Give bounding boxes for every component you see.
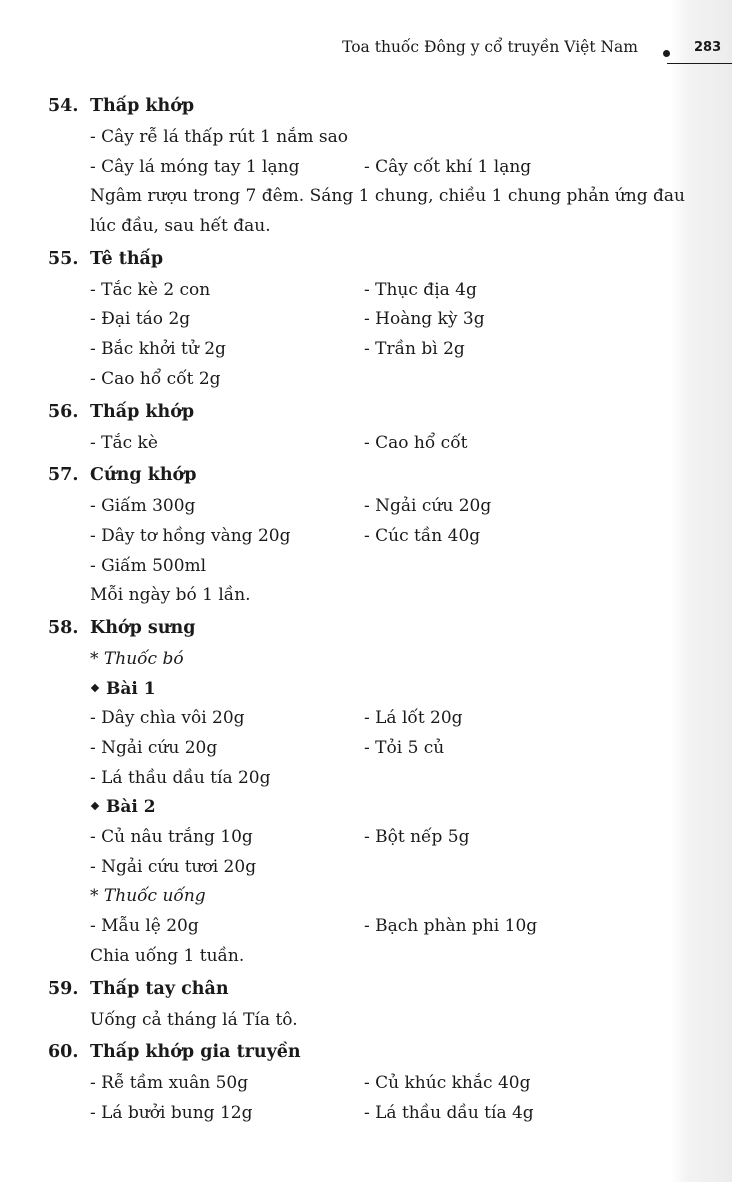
ingredient: - Lá thầu dầu tía 4g: [364, 1102, 534, 1123]
section-60: [0, 1037, 732, 1128]
section-title: Thấp khớp: [90, 96, 195, 116]
ingredient-row: [0, 764, 732, 794]
ingredient-row: [0, 123, 732, 153]
page-number: 283: [694, 40, 722, 55]
ingredient: - Bột nếp 5g: [364, 827, 470, 848]
section-title: Thấp tay chân: [90, 978, 229, 999]
ingredient-row: [0, 853, 732, 883]
section-number: 58.: [48, 617, 79, 638]
ingredient-row: [0, 1069, 732, 1099]
ingredient: - Tắc kè 2 con: [90, 279, 211, 300]
ingredient: - Đại táo 2g: [90, 309, 191, 330]
ingredient: - Bạch phàn phi 10g: [364, 916, 538, 937]
ingredient: - Dây tơ hồng vàng 20g: [90, 525, 291, 546]
ingredient: - Bắc khởi tử 2g: [90, 339, 226, 360]
section-number: 59.: [48, 978, 79, 999]
section-59: [0, 974, 732, 1036]
instruction-note: Mỗi ngày bó 1 lần.: [90, 585, 251, 606]
ingredient: - Rễ tầm xuân 50g: [90, 1073, 249, 1094]
header-bullet-icon: [663, 50, 670, 57]
sub-label-row: [0, 645, 732, 675]
instruction-note: Chia uống 1 tuần.: [90, 945, 245, 966]
instruction-note: Uống cả tháng lá Tía tô.: [90, 1009, 298, 1030]
section-title: Thấp khớp gia truyền: [90, 1042, 301, 1063]
ingredient: - Dây chìa vôi 20g: [90, 708, 245, 729]
sub-heading-row: [0, 675, 732, 705]
section-heading: [0, 91, 732, 123]
section-58: [0, 613, 732, 972]
section-number: 55.: [48, 248, 79, 269]
recipe-heading-text: Bài 2: [106, 797, 156, 818]
running-header: [0, 38, 732, 68]
recipe-heading-text: Bài 1: [106, 678, 156, 699]
ingredient: - Lá lốt 20g: [364, 708, 463, 729]
ingredient: - Củ khúc khắc 40g: [364, 1073, 531, 1094]
ingredient: - Hoàng kỳ 3g: [364, 309, 485, 330]
ingredient-row: [0, 305, 732, 335]
section-heading: [0, 460, 732, 492]
ingredient: - Ngải cứu 20g: [364, 496, 492, 517]
section-title: Tê thấp: [90, 248, 164, 269]
ingredient: - Cây cốt khí 1 lạng: [364, 156, 532, 177]
ingredient-row: [0, 823, 732, 853]
section-number: 56.: [48, 401, 79, 422]
ingredient: - Lá bưởi bung 12g: [90, 1102, 253, 1123]
ingredient-row: [0, 492, 732, 522]
ingredient: - Củ nâu trắng 10g: [90, 827, 253, 848]
section-number: 60.: [48, 1042, 79, 1063]
internal-remedy-label: * Thuốc uống: [90, 886, 206, 907]
section-heading: [0, 244, 732, 276]
section-title: Khớp sưng: [90, 617, 196, 638]
ingredient: - Cây lá móng tay 1 lạng: [90, 156, 300, 177]
diamond-bullet-icon: [91, 802, 99, 810]
ingredient-row: [0, 1099, 732, 1129]
section-title: Thấp khớp: [90, 401, 195, 422]
ingredient: - Lá thầu dầu tía 20g: [90, 767, 271, 788]
ingredient: - Tắc kè: [90, 432, 158, 453]
section-heading: [0, 1037, 732, 1069]
section-number: 54.: [48, 96, 79, 116]
ingredient: - Cao hổ cốt 2g: [90, 368, 221, 389]
ingredient: - Ngải cứu 20g: [90, 738, 218, 759]
ingredient: - Thục địa 4g: [364, 279, 477, 300]
ingredient-row: [0, 365, 732, 395]
section-heading: [0, 397, 732, 429]
sub-heading-row: [0, 793, 732, 823]
section-heading: [0, 613, 732, 645]
section-number: 57.: [48, 465, 79, 486]
ingredient: - Tỏi 5 củ: [364, 738, 445, 759]
ingredient-row: [0, 153, 732, 183]
ingredient-row: [0, 734, 732, 764]
ingredient: - Cây rễ lá thấp rút 1 nắm sao: [90, 127, 348, 147]
ingredient-row: [0, 429, 732, 459]
diamond-bullet-icon: [91, 683, 99, 691]
section-57: [0, 460, 732, 611]
page-content: [0, 91, 732, 1131]
ingredient: - Giấm 500ml: [90, 555, 207, 576]
ingredient-row: [0, 552, 732, 582]
section-55: [0, 244, 732, 395]
ingredient: - Ngải cứu tươi 20g: [90, 856, 257, 877]
ingredient: - Trần bì 2g: [364, 339, 465, 360]
ingredient-row: [0, 276, 732, 306]
ingredient: - Mẫu lệ 20g: [90, 916, 199, 937]
header-title: Toa thuốc Đông y cổ truyền Việt Nam: [342, 38, 638, 56]
section-title: Cứng khớp: [90, 465, 197, 486]
ingredient-row: [0, 912, 732, 942]
section-56: [0, 397, 732, 459]
recipe-heading: [90, 793, 156, 823]
ingredient: - Cúc tần 40g: [364, 525, 481, 546]
sub-label-row: [0, 882, 732, 912]
ingredient-row: [0, 335, 732, 365]
ingredient-row: [0, 522, 732, 552]
external-remedy-label: * Thuốc bó: [90, 648, 184, 669]
header-rule: [667, 63, 732, 64]
ingredient: - Cao hổ cốt: [364, 432, 468, 453]
instruction-note: Ngâm rượu trong 7 đêm. Sáng 1 chung, chiều 1 chung phản ứng đau lúc đầu, sau hết đau.: [90, 186, 685, 237]
ingredient: - Giấm 300g: [90, 496, 196, 517]
recipe-heading: [90, 675, 156, 705]
section-54: [0, 91, 732, 242]
ingredient-row: [0, 704, 732, 734]
section-heading: [0, 974, 732, 1006]
